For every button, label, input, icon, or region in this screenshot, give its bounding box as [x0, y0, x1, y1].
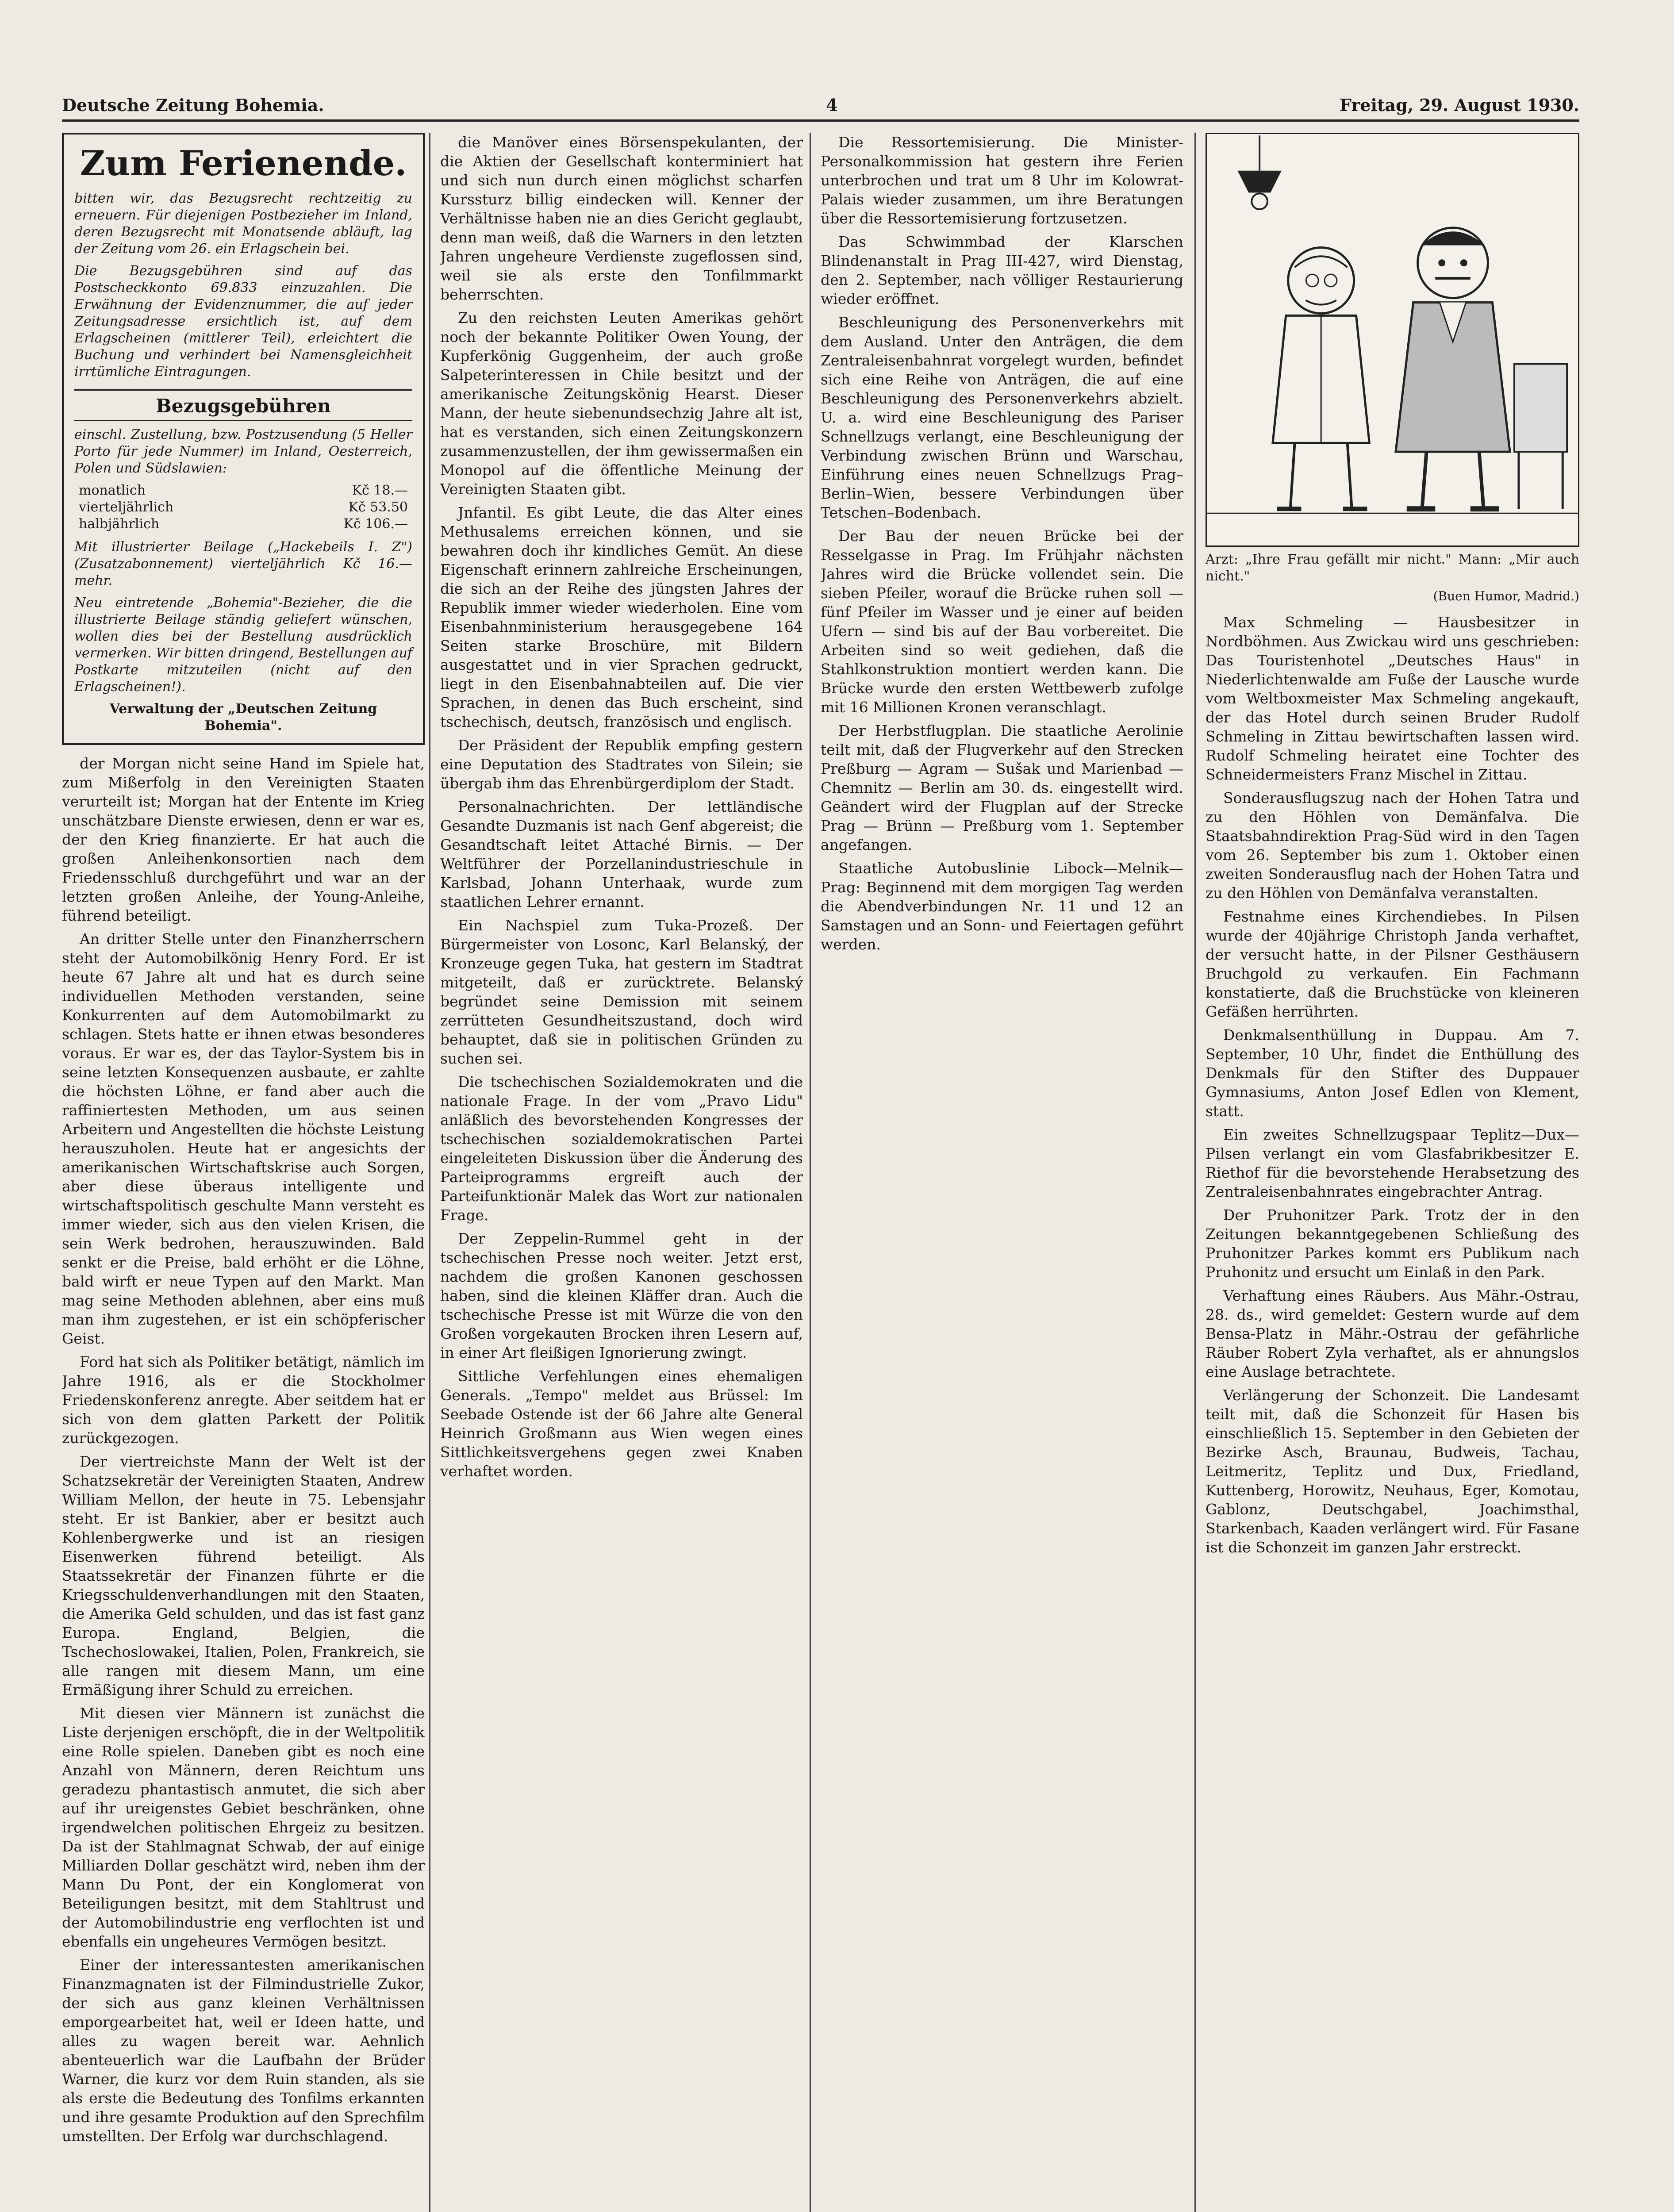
fee-value: Kč 18.—: [352, 483, 408, 498]
article-paragraph: Zu den reichsten Leuten Amerikas gehört noch der bekannte Politiker Owen Young, der Kupferkönig Guggenheim, der auch große Salpeterinteressen in Chile besitzt und der amerikanische Zeitungskönig Hearst. Dieser Mann, der heute siebenundsechzig Jahre alt ist, hat es verstanden, sich einen Zeitungskonzern zusammenzustellen, der ihm gewissermaßen ein Monopol auf die öffentliche Meinung der Vereinigten Staaten gibt.: [440, 309, 803, 498]
column-2: [440, 133, 803, 2212]
fee-label: halbjährlich: [79, 516, 160, 532]
news-item: Der Bau der neuen Brücke bei der Resselgasse in Prag. Im Frühjahr nächsten Jahres wird die Brücke vollendet sein. Die sieben Pfeiler, worauf die Brücke ruhen soll — fünf Pfeiler im Wasser und je einer auf beiden Ufern — sind bis auf der Bau vorbereitet. Die Arbeiten sind so weit gediehen, daß die Stahlkonstruktion montiert werden kann. Die Brücke wurde den ersten Wettbewerb zufolge mit 16 Millionen Kronen veranschlagt.: [821, 527, 1183, 716]
notice-note: Die Bezugsgebühren sind auf das Postscheckkonto 69.833 einzuzahlen. Die Erwähnung der Evidenznummer, die auf jeder Zeitungsadresse ersichtlich ist, auf dem Erlagscheinen (mittlerer Teil), erleichtert die Buchung und verhindert bei Namensgleichheit irrtümliche Eintragungen.: [74, 263, 412, 380]
article-paragraph: Einer der interessantesten amerikanischen Finanzmagnaten ist der Filmindustrielle Zukor, der sich aus ganz kleinen Verhältnissen emporgearbeitet hat, weil er Ideen hatte, und alles zu wagen bereit war. Aehnlich abenteuerlich war die Laufbahn der Brüder Warner, die kurz vor dem Ruin standen, als sie als erste die Bedeutung des Tonfilms erkannten und ihre gesamte Produktion auf den Sprechfilm umstellten. Der Erfolg war durchschlagend.: [62, 1956, 425, 2145]
news-item: Die tschechischen Sozialdemokraten und die nationale Frage. In der vom „Pravo Lidu" anläßlich des bevorstehenden Kongresses der tschechischen sozialdemokratischen Partei eingeleiteten Diskussion über die Änderung des Parteiprogramms ergreift auch der Parteifunktionär Malek das Wort zur nationalen Frage.: [440, 1073, 803, 1224]
page-number: 4: [826, 95, 838, 115]
notice-title: Zum Ferienende.: [80, 143, 407, 184]
cartoon-drawing: [1207, 134, 1578, 545]
column-rule: [810, 133, 811, 2212]
fee-row: [74, 482, 412, 499]
cartoon-source: (Buen Humor, Madrid.): [1433, 589, 1579, 603]
fee-table: [74, 482, 412, 533]
article-paragraph: An dritter Stelle unter den Finanzherrschern steht der Automobilkönig Henry Ford. Er ist heute 67 Jahre alt und hat es durch seine individuellen Methoden verstanden, seine Konkurrenten auf dem Automobilmarkt zu schlagen. Stets hatte er ihnen etwas besonderes voraus. Er war es, der das Taylor-System bis in seine letzten Konsequenzen ausbaute, er zahlte die höchsten Löhne, er fand aber auch die raffiniertesten Methoden, um aus seinen Arbeitern und Angestellten die höchste Leistung herauszuholen. Heute hat er angesichts der amerikanischen Wirtschaftskrise auch Sorgen, aber diese überaus intelligente und wirtschaftspolitisch geschulte Mann versteht es immer wieder, sich aus den vielen Krisen, die sein Werk bedrohen, herauszuwinden. Bald senkt er die Preise, bald erhöht er die Löhne, bald wirft er neue Typen auf den Markt. Man mag seine Methoden ablehnen, aber eins muß man ihm zugestehen, er ist ein schöpferischer Geist.: [62, 930, 425, 1347]
fee-value: Kč 53.50: [348, 499, 408, 515]
cartoon-caption: Arzt: „Ihre Frau gefällt mir nicht." Mann: „Mir auch nicht.": [1206, 552, 1579, 584]
news-item: Der Herbstflugplan. Die staatliche Aerolinie teilt mit, daß der Flugverkehr auf den Strecken Preßburg — Agram — Sušak und Marienbad — Chemnitz — Berlin am 30. ds. eingestellt wird. Geändert wird der Flugplan auf der Strecke Prag — Brünn — Preßburg vom 1. September angefangen.: [821, 722, 1183, 853]
article-paragraph: Mit diesen vier Männern ist zunächst die Liste derjenigen erschöpft, die in der Weltpolitik eine Rolle spielen. Daneben gibt es noch eine Anzahl von Männern, deren Reichtum uns geradezu phantastisch anmutet, die sich aber auf ihr ureigenstes Gebiet beschränken, ohne irgendwelchen politischen Ehrgeiz zu besitzen. Da ist der Stahlmagnat Schwab, der auf einige Milliarden Dollar geschätzt wird, neben ihm der Mann Du Pont, der ein Konglomerat von Beteiligungen besitzt, mit dem Stahltrust und der Automobilindustrie eng verflochten ist und ebenfalls ein ungeheures Vermögen besitzt.: [62, 1705, 425, 1950]
news-item: Staatliche Autobuslinie Libock—Melnik—Prag: Beginnend mit dem morgigen Tag werden die Abendverbindungen Nr. 11 und 12 an Samstagen und an Sonn- und Feiertagen geführt werden.: [821, 860, 1183, 953]
news-item: Jnfantil. Es gibt Leute, die das Alter eines Methusalems erreichen können, und sie bewahren doch ihr kindliches Gemüt. An diese Eigenschaft erinnern zahlreiche Erscheinungen, die sich an der Reihe des jüngsten Jahres der Republik immer wieder wiederholen. Eine vom Eisenbahnministerium herausgegebene 164 Seiten starke Broschüre, mit Bildern ausgestattet und in vier Sprachen gedruckt, liegt in den Eisenbahnabteilen auf. Die vier Sprachen, in denen das Buch erscheint, sind tschechisch, deutsch, französisch und englisch.: [440, 504, 803, 730]
column-rule: [429, 133, 430, 2212]
beilage-note: Mit illustrierter Beilage („Hackebeils I. Z") (Zusatzabonnement) vierteljährlich Kč 16.— mehr.: [74, 539, 412, 588]
news-item: Verlängerung der Schonzeit. Die Landesamt teilt mit, daß die Schonzeit für Hasen bis einschließlich 15. September in den Gebieten der Bezirke Asch, Braunau, Budweis, Tachau, Leitmeritz, Teplitz und Dux, Friedland, Kuttenberg, Horowitz, Neuhaus, Eger, Komotau, Gablonz, Deutschgabel, Joachimsthal, Starkenbach, Kaaden verlängert wird. Für Fasane ist die Schonzeit im ganzen Jahr erstreckt.: [1206, 1386, 1579, 1556]
news-item: Der Präsident der Republik empfing gestern eine Deputation des Stadtrates von Silein; sie übergab ihm das Ehrenbürgerdiplom der Stadt.: [440, 737, 803, 792]
fee-label: monatlich: [79, 483, 146, 498]
article-paragraph: Der viertreichste Mann der Welt ist der Schatzsekretär der Vereinigten Staaten, Andrew William Mellon, der heute in 75. Lebensjahr steht. Er ist Bankier, aber er besitzt auch Kohlenbergwerke und ist an riesigen Eisenwerken führend beteiligt. Als Staatssekretär der Finanzen führte er die Kriegsschuldenverhandlungen mit den Staaten, die Amerika Geld schulden, und das ist fast ganz Europa. England, Belgien, die Tschechoslowakei, Italien, Polen, Frankreich, sie alle rangen mit diesem Mann, um eine Ermäßigung ihrer Schuld zu erreichen.: [62, 1453, 425, 1698]
article-paragraph: Ford hat sich als Politiker betätigt, nämlich im Jahre 1916, als er die Stockholmer Friedenskonferenz anregte. Aber seitdem hat er sich von dem glatten Parkett der Politik zurückgezogen.: [62, 1353, 425, 1447]
fee-row: [74, 499, 412, 516]
article-paragraph: die Manöver eines Börsenspekulanten, der die Aktien der Gesellschaft konterminiert hat und sich nun durch einen möglichst scharfen Kurssturz billig eindecken will. Kenner der Verhältnisse haben nie an dies Gericht geglaubt, denn man weiß, daß die Warners in den letzten Jahren ungeheure Verdienste zugeflossen sind, weil sie als erste den Tonfilmmarkt beherrschten.: [440, 134, 803, 303]
column-4: [1206, 133, 1579, 2212]
news-item: Verhaftung eines Räubers. Aus Mähr.-Ostrau, 28. ds., wird gemeldet: Gestern wurde auf dem Bensa-Platz in Mähr.-Ostrau der gefährliche Räuber Robert Zyla verhaftet, als er ahnungslos eine Auslage betrachtete.: [1206, 1287, 1579, 1380]
masthead: [62, 88, 1579, 122]
news-item: Personalnachrichten. Der lettländische Gesandte Duzmanis ist nach Genf abgereist; die Gesandtschaft leitet Attaché Birnis. — Der Weltführer der Porzellanindustrieschule in Karlsbad, Johann Unterhaak, wurde zum staatlichen Lehrer ernannt.: [440, 798, 803, 910]
news-item: Denkmalsenthüllung in Duppau. Am 7. September, 10 Uhr, findet die Enthüllung des Denkmals für den Stifter des Duppauer Gymnasiums, Anton Josef Edlen von Klement, statt.: [1206, 1026, 1579, 1120]
news-item: Max Schmeling — Hausbesitzer in Nordböhmen. Aus Zwickau wird uns geschrieben: Das Touristenhotel „Deutsches Haus" in Niederlichtenwalde am Fuße der Lausche wurde vom Weltboxmeister Max Schmeling angekauft, der das Hotel durch seinen Bruder Rudolf Schmeling in Zittau bewirtschaften lassen wird. Rudolf Schmeling heiratet eine Tochter des Schneidermeisters Franz Mischel in Zittau.: [1206, 614, 1579, 783]
fee-label: vierteljährlich: [79, 499, 174, 515]
news-item: Sittliche Verfehlungen eines ehemaligen Generals. „Tempo" meldet aus Brüssel: Im Seebade Ostende ist der 66 Jahre alte General Heinrich Großmann aus Wien wegen eines Sittlichkeitsvergehens gegen zwei Knaben verhaftet worden.: [440, 1367, 803, 1480]
fees-intro: einschl. Zustellung, bzw. Postzusendung (5 Heller Porto für jede Nummer) im Inland, Oesterreich, Polen und Südslawien:: [74, 427, 412, 476]
news-item: Ein Nachspiel zum Tuka-Prozeß. Der Bürgermeister von Losonc, Karl Belanský, der Kronzeuge gegen Tuka, hat gestern im Stadtrat mitgeteilt, daß er zurücktrete. Belanský begründet seine Demission mit seinem zerrütteten Gesundheitszustand, doch wird behauptet, daß sie in politischen Gründen zu suchen sei.: [440, 917, 803, 1067]
subscription-notice-box: [62, 133, 425, 745]
news-item: Die Ressortemisierung. Die Minister-Personalkommission hat gestern ihre Ferien unterbrochen und trat um 8 Uhr im Kolowrat-Palais wieder zusammen, um ihre Beratungen über die Ressortemisierung fortzusetzen.: [821, 134, 1183, 227]
fee-row: [74, 516, 412, 533]
fees-heading: Bezugsgebühren: [74, 389, 412, 421]
news-item: Beschleunigung des Personenverkehrs mit dem Ausland. Unter den Anträgen, die dem Zentraleisenbahnrat vorgelegt wurden, befindet sich eine Reihe von Anträgen, die auf eine Beschleunigung des Personenverkehrs abzielt. U. a. wird eine Beschleunigung des Pariser Schnellzugs verlangt, eine Beschleunigung der Verbindung zwischen Brünn und Warschau, Einführung eines neuen Schnellzugs Prag–Berlin–Wien, bessere Verbindungen über Tetschen–Bodenbach.: [821, 314, 1183, 521]
column-1: [62, 133, 425, 2212]
news-item: Der Pruhonitzer Park. Trotz der in den Zeitungen bekanntgegebenen Schließung des Pruhonitzer Parkes kommt ers Publikum nach Pruhonitz und ersucht um Einlaß in den Park.: [1206, 1206, 1579, 1281]
column-rule: [1194, 133, 1196, 2212]
news-item: Der Zeppelin-Rummel geht in der tschechischen Presse noch weiter. Jetzt erst, nachdem die großen Kanonen geschossen haben, sind die kleinen Kläffer dran. Auch die tschechische Presse ist mit Würze die von den Großen vorgekauten Brocken ihren Lesern auf, in einer Art fleißigen Ignorierung zwingt.: [440, 1230, 803, 1361]
article-paragraph: der Morgan nicht seine Hand im Spiele hat, zum Mißerfolg in den Vereinigten Staaten verurteilt ist; Morgan hat der Entente im Krieg unschätzbare Dienste erwiesen, denn er war es, der den Krieg finanzierte. Er hat auch die großen Anleihenkonsortien nach dem Friedensschluß durchgeführt und war an der letzten großen Anleihe, der Young-Anleihe, führend beteiligt.: [62, 755, 425, 924]
newspaper-name: Deutsche Zeitung Bohemia.: [62, 95, 324, 115]
news-item: Ein zweites Schnellzugspaar Teplitz—Dux—Pilsen verlangt ein vom Glasfabrikbesitzer E. Riethof für die bevorstehende Herabsetzung des Zentraleisenbahnrates eingebrachter Antrag.: [1206, 1126, 1579, 1200]
news-item: Das Schwimmbad der Klarschen Blindenanstalt in Prag III-427, wird Dienstag, den 2. September, nach völliger Restaurierung wieder eröffnet.: [821, 233, 1183, 307]
cartoon-illustration: [1206, 133, 1579, 547]
publisher-signature: Verwaltung der „Deutschen Zeitung Bohemia".: [109, 701, 377, 733]
column-3: [821, 133, 1183, 2212]
news-item: Festnahme eines Kirchendiebes. In Pilsen wurde der 40jährige Christoph Janda verhaftet, der versucht hatte, in der Pilsner Gesthäusern Bruchgold zu verkaufen. Ein Fachmann konstatierte, daß die Bruchstücke von kleineren Gefäßen herrührten.: [1206, 908, 1579, 1020]
notice-intro: bitten wir, das Bezugsrecht rechtzeitig zu erneuern. Für diejenigen Postbezieher im Inland, deren Bezugsrecht mit Monatsende abläuft, lag der Zeitung vom 26. ein Erlagschein bei.: [74, 191, 412, 257]
issue-date: Freitag, 29. August 1930.: [1340, 95, 1579, 115]
fee-value: Kč 106.—: [343, 516, 408, 532]
news-item: Sonderausflugszug nach der Hohen Tatra und zu den Höhlen von Demänfalva. Die Staatsbahndirektion Prag-Süd wird in den Tagen vom 26. September bis zum 1. Oktober einen zweiten Sonderausflug nach der Hohen Tatra und zu den Höhlen von Demänfalva veranstalten.: [1206, 789, 1579, 902]
new-subscriber-note: Neu eintretende „Bohemia"-Bezieher, die die illustrierte Beilage ständig geliefert wünschen, wollen dies bei der Bestellung ausdrücklich vermerken. Wir bitten dringend, Bestellungen auf Postkarte mitzuteilen (nicht auf den Erlagscheinen!).: [74, 595, 412, 695]
